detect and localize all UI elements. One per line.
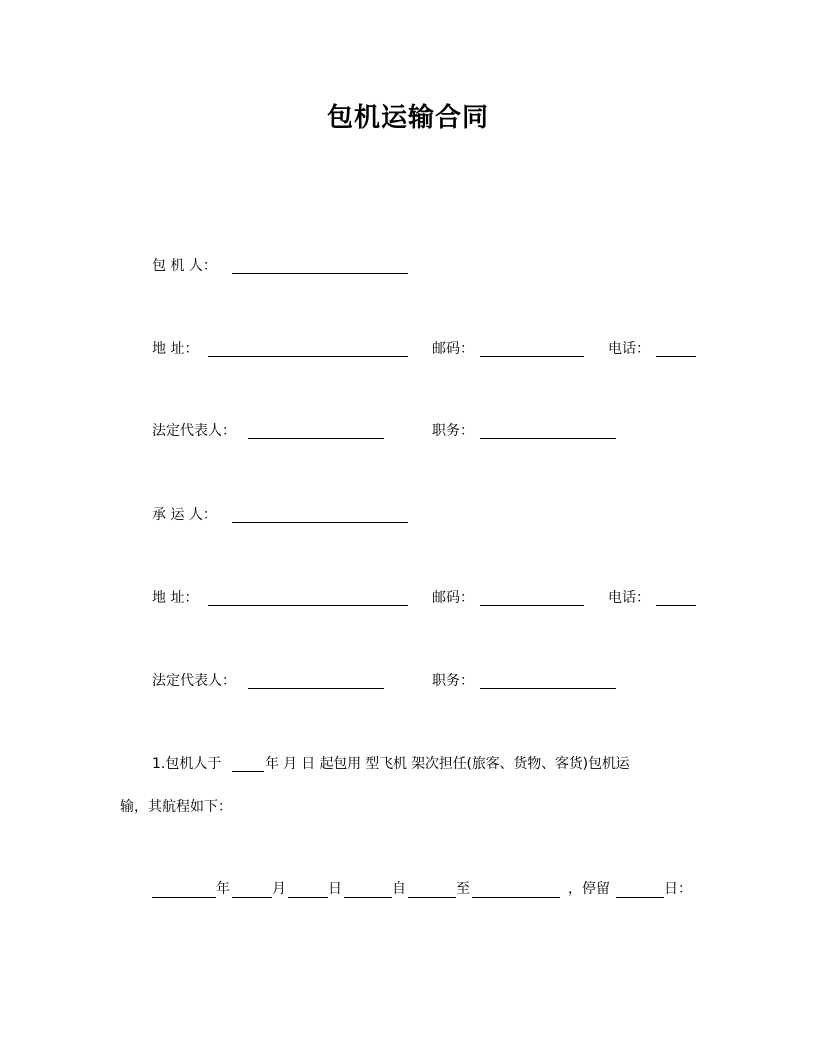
charterer-rep-label: 法定代表人： — [152, 423, 236, 439]
charterer-phone-field[interactable] — [656, 356, 696, 357]
charterer-label: 包 机 人： — [152, 258, 217, 274]
carrier-postcode-label: 邮码： — [432, 590, 474, 606]
route-time-field[interactable] — [344, 897, 392, 898]
charterer-postcode-field[interactable] — [480, 356, 584, 357]
route-stay-label: ，停留 — [568, 881, 610, 897]
carrier-label: 承 运 人： — [152, 507, 217, 523]
route-destination-field[interactable] — [472, 897, 560, 898]
route-origin-field[interactable] — [408, 897, 456, 898]
charterer-position-label: 职务： — [432, 423, 474, 439]
charterer-phone-label: 电话： — [608, 341, 650, 357]
carrier-position-field[interactable] — [480, 688, 616, 689]
charterer-position-field[interactable] — [480, 438, 616, 439]
charterer-name-field[interactable] — [232, 273, 408, 274]
charterer-rep-field[interactable] — [248, 438, 384, 439]
carrier-address-field[interactable] — [208, 605, 408, 606]
charterer-address-label: 地 址： — [152, 341, 199, 357]
clause1-line2: 输，其航程如下： — [120, 799, 232, 815]
route-month-field[interactable] — [232, 897, 272, 898]
route-stay-days-field[interactable] — [616, 897, 664, 898]
route-month-label: 月 — [272, 881, 286, 897]
page-title: 包机运输合同 — [326, 103, 489, 133]
route-days-label: 日： — [664, 881, 692, 897]
carrier-rep-field[interactable] — [248, 688, 384, 689]
carrier-phone-field[interactable] — [656, 605, 696, 606]
route-to-label: 至 — [456, 881, 470, 897]
carrier-phone-label: 电话： — [608, 590, 650, 606]
clause1-middle: 年 月 日 起包用 型飞机 架次担任(旅客、货物、客货)包机运 — [265, 756, 630, 772]
clause1-prefix: 1.包机人于 — [152, 756, 222, 772]
carrier-address-label: 地 址： — [152, 590, 199, 606]
route-year-label: 年 — [216, 881, 230, 897]
carrier-name-field[interactable] — [232, 522, 408, 523]
charterer-address-field[interactable] — [208, 356, 408, 357]
route-from-label: 自 — [392, 881, 406, 897]
clause1-year-field[interactable] — [232, 771, 264, 772]
route-day-field[interactable] — [288, 897, 328, 898]
route-year-field[interactable] — [152, 897, 216, 898]
carrier-position-label: 职务： — [432, 673, 474, 689]
charterer-postcode-label: 邮码： — [432, 341, 474, 357]
route-day-label: 日 — [328, 881, 342, 897]
carrier-postcode-field[interactable] — [480, 605, 584, 606]
carrier-rep-label: 法定代表人： — [152, 673, 236, 689]
